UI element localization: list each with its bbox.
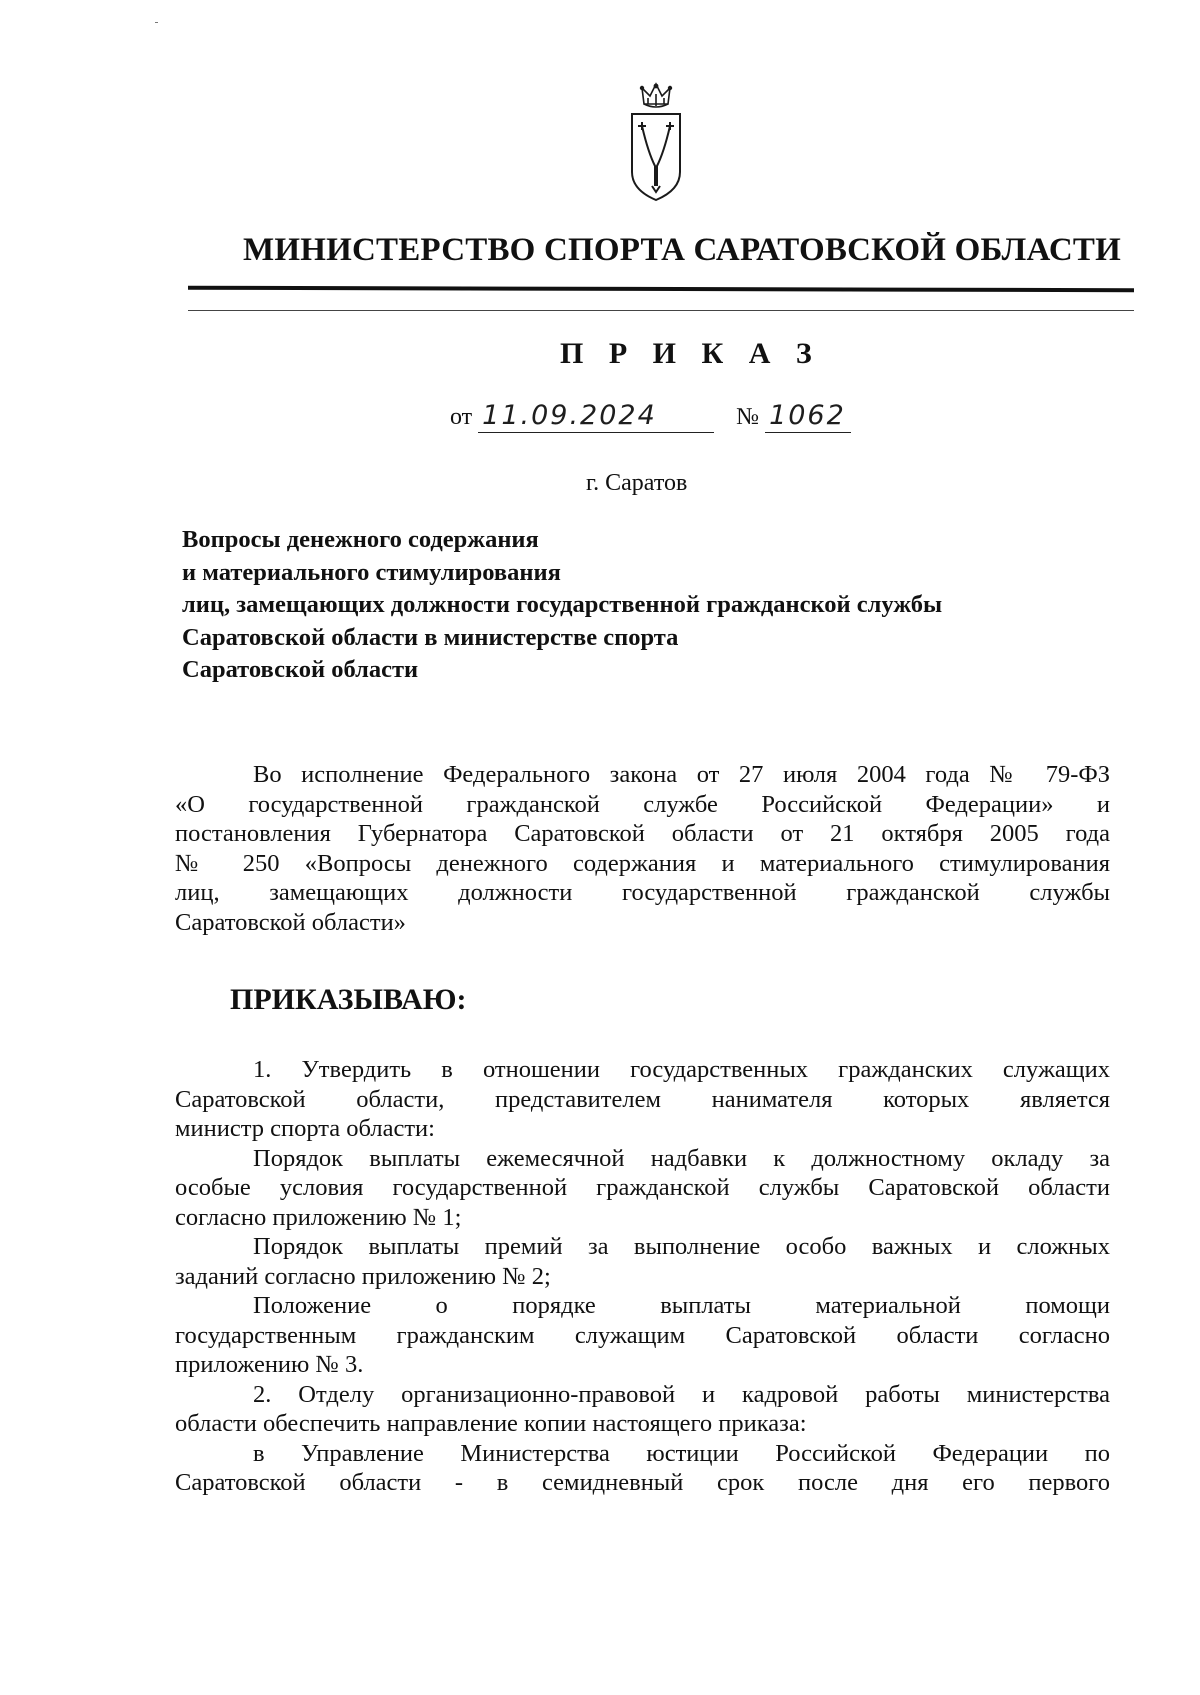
body-line: министр спорта области: [175,1115,435,1142]
order-word: ПРИКАЗЫВАЮ: [230,983,467,1016]
body-line: Саратовской области - в семидневный срок после дня его первого [175,1469,1110,1496]
header-rule-thin [188,310,1134,311]
subject-line: Саратовской области [182,656,419,683]
body-line: области обеспечить направление копии настоящего приказа: [175,1410,807,1437]
date-prefix: от [450,404,473,430]
body-line: приложению № 3. [175,1351,364,1378]
subject-line: лиц, замещающих должности государственной гражданской службы [182,591,943,618]
preamble-line: Во исполнение Федерального закона от 27 июля 2004 года № 79-ФЗ [253,761,1110,788]
body-line: Саратовской области, представителем нанимателя которых является [175,1085,1110,1113]
body-line: Порядок выплаты премий за выполнение особо важных и сложных [253,1233,1110,1260]
body-line: в Управление Министерства юстиции Российской Федерации по [253,1439,1110,1467]
body-line: согласно приложению № 1; [175,1203,462,1231]
body-line: особые условия государственной гражданской службы Саратовской области [175,1174,1110,1201]
header-rule-thick [188,286,1134,292]
subject-line: Вопросы денежного содержания [182,526,539,553]
preamble-line: лиц, замещающих должности государственной гражданской службы [175,879,1110,906]
preamble-line: «О государственной гражданской службе Российской Федерации» и [175,790,1110,818]
preamble-line: № 250 «Вопросы денежного содержания и материального стимулирования [175,849,1110,877]
body-line: Порядок выплаты ежемесячной надбавки к должностному окладу за [253,1144,1110,1172]
preamble-line: Саратовской области» [175,908,406,936]
subject-line: и материального стимулирования [182,558,561,586]
order-subject [182,524,942,687]
subject-line: Саратовской области в министерстве спорта [182,623,679,651]
handwritten-number: 1062 [765,400,851,433]
ministry-name: МИНИСТЕРСТВО СПОРТА САРАТОВСКОЙ ОБЛАСТИ [243,232,1121,268]
body-line: заданий согласно приложению № 2; [175,1262,551,1290]
preamble-line: постановления Губернатора Саратовской области от 21 октября 2005 года [175,820,1110,847]
body-line: государственным гражданским служащим Саратовской области согласно [175,1321,1110,1349]
body-line: 2. Отделу организационно-правовой и кадровой работы министерства [253,1380,1110,1408]
document-type: П Р И К А З [560,337,821,370]
preamble-paragraph [175,760,1110,937]
body-line: Положение о порядке выплаты материальной помощи [253,1292,1110,1319]
handwritten-date: 11.09.2024 [478,400,714,433]
city-name: г. Саратов [586,470,688,496]
date-number-line [450,400,851,436]
coat-of-arms-emblem [624,82,688,206]
number-prefix: № [736,404,760,430]
order-body [175,1055,1110,1498]
body-line: 1. Утвердить в отношении государственных гражданских служащих [253,1056,1110,1083]
scan-mark [155,22,158,23]
